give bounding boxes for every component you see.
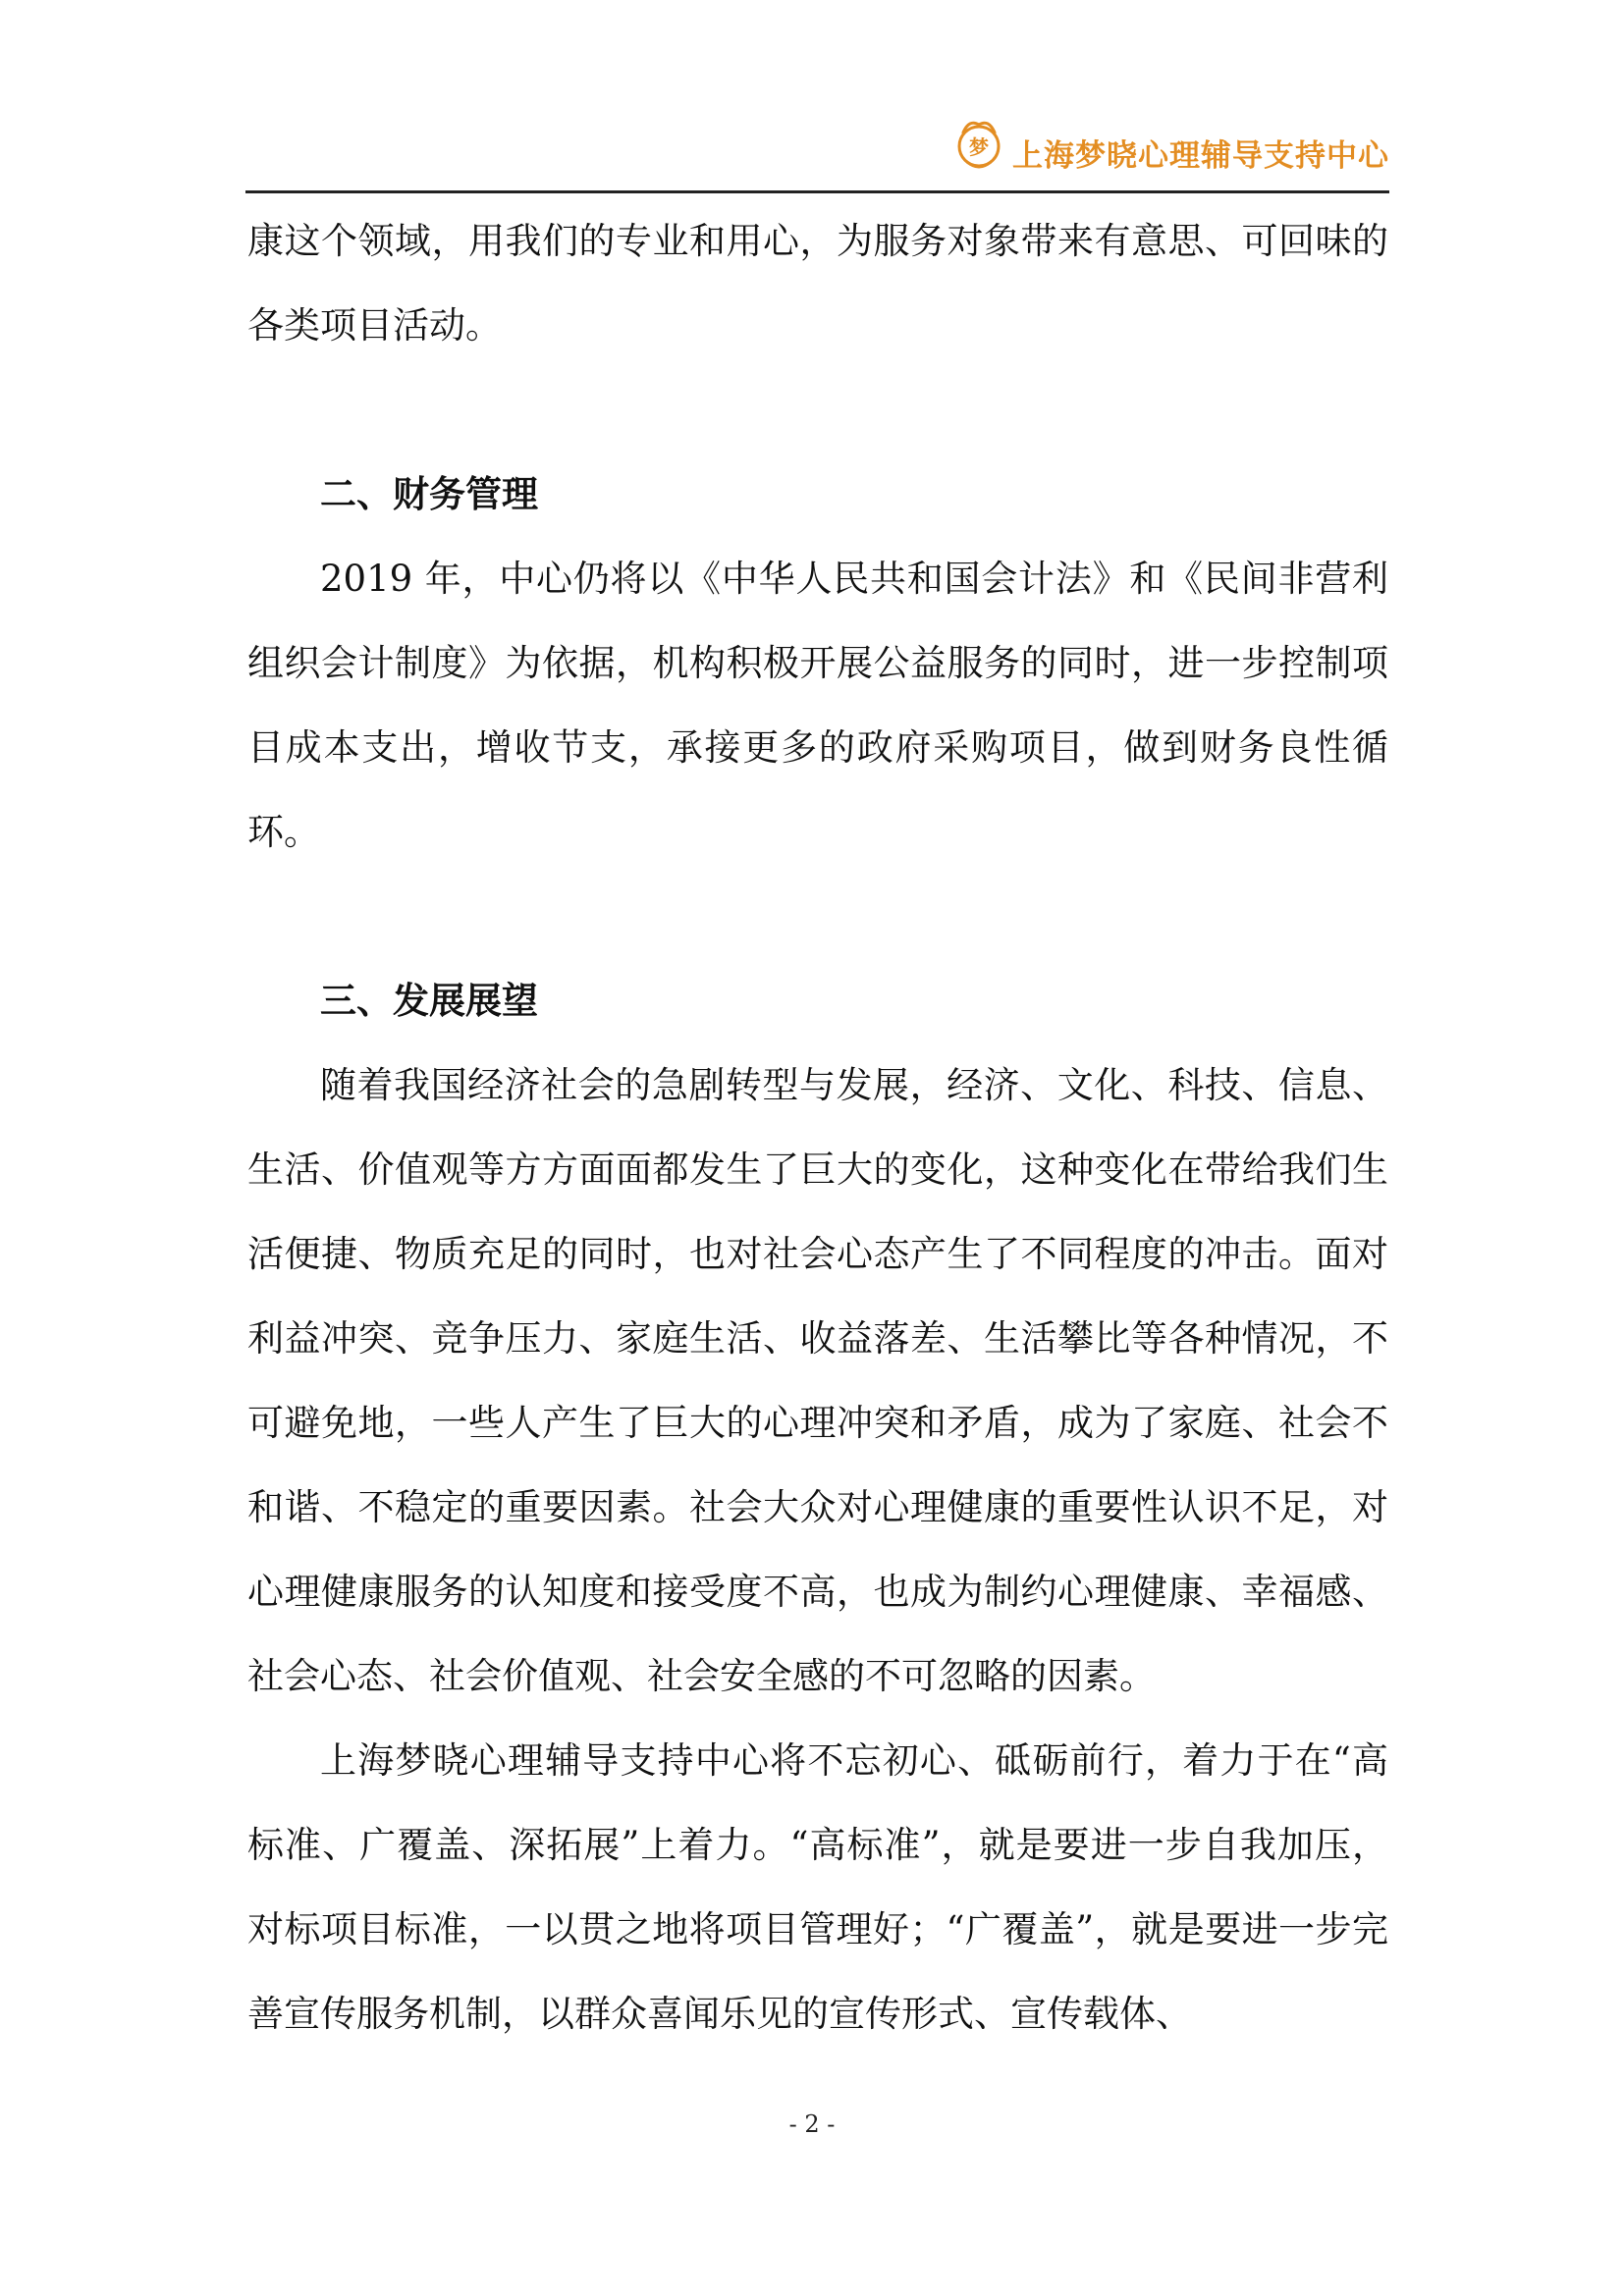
page-header — [245, 103, 1389, 193]
section-spacer — [247, 875, 1388, 959]
header-brand — [953, 113, 1389, 175]
page-number: - 2 - — [788, 2110, 836, 2138]
section-heading-finance: 二、财务管理 — [320, 473, 538, 515]
section-heading-outlook: 三、发展展望 — [320, 980, 538, 1022]
organization-name: 上海梦晓心理辅导支持中心 — [1012, 138, 1389, 174]
logo-glyph: 梦 — [969, 134, 989, 159]
outlook-paragraph-2: 上海梦晓心理辅导支持中心将不忘初心、砥砺前行，着力于在“高标准、广覆盖、深拓展”上着力。“高标准”，就是要进一步自我加压，对标项目标准，一以贯之地将项目管理好；“广覆盖”，就是要进一步完善宣传服务机制，以群众喜闻乐见的宣传形式、宣传载体、 — [247, 1739, 1388, 2035]
organization-logo-icon — [953, 115, 1004, 174]
intro-paragraph: 康这个领域，用我们的专业和用心，为服务对象带来有意思、可回味的各类项目活动。 — [247, 220, 1388, 347]
document-body — [247, 199, 1388, 2056]
finance-paragraph: 2019 年，中心仍将以《中华人民共和国会计法》和《民间非营利组织会计制度》为依据，机构积极开展公益服务的同时，进一步控制项目成本支出，增收节支，承接更多的政府采购项目，做到财务良性循环。 — [247, 558, 1388, 853]
header-divider — [245, 190, 1389, 193]
section-spacer — [247, 368, 1388, 453]
outlook-paragraph-1: 随着我国经济社会的急剧转型与发展，经济、文化、科技、信息、生活、价值观等方方面面都发生了巨大的变化，这种变化在带给我们生活便捷、物质充足的同时，也对社会心态产生了不同程度的冲击。面对利益冲突、竞争压力、家庭生活、收益落差、生活攀比等各种情况，不可避免地，一些人产生了巨大的心理冲突和矛盾，成为了家庭、社会不和谐、不稳定的重要因素。社会大众对心理健康的重要性认识不足，对心理健康服务的认知度和接受度不高，也成为制约心理健康、幸福感、社会心态、社会价值观、社会安全感的不可忽略的因素。 — [247, 1064, 1388, 1697]
